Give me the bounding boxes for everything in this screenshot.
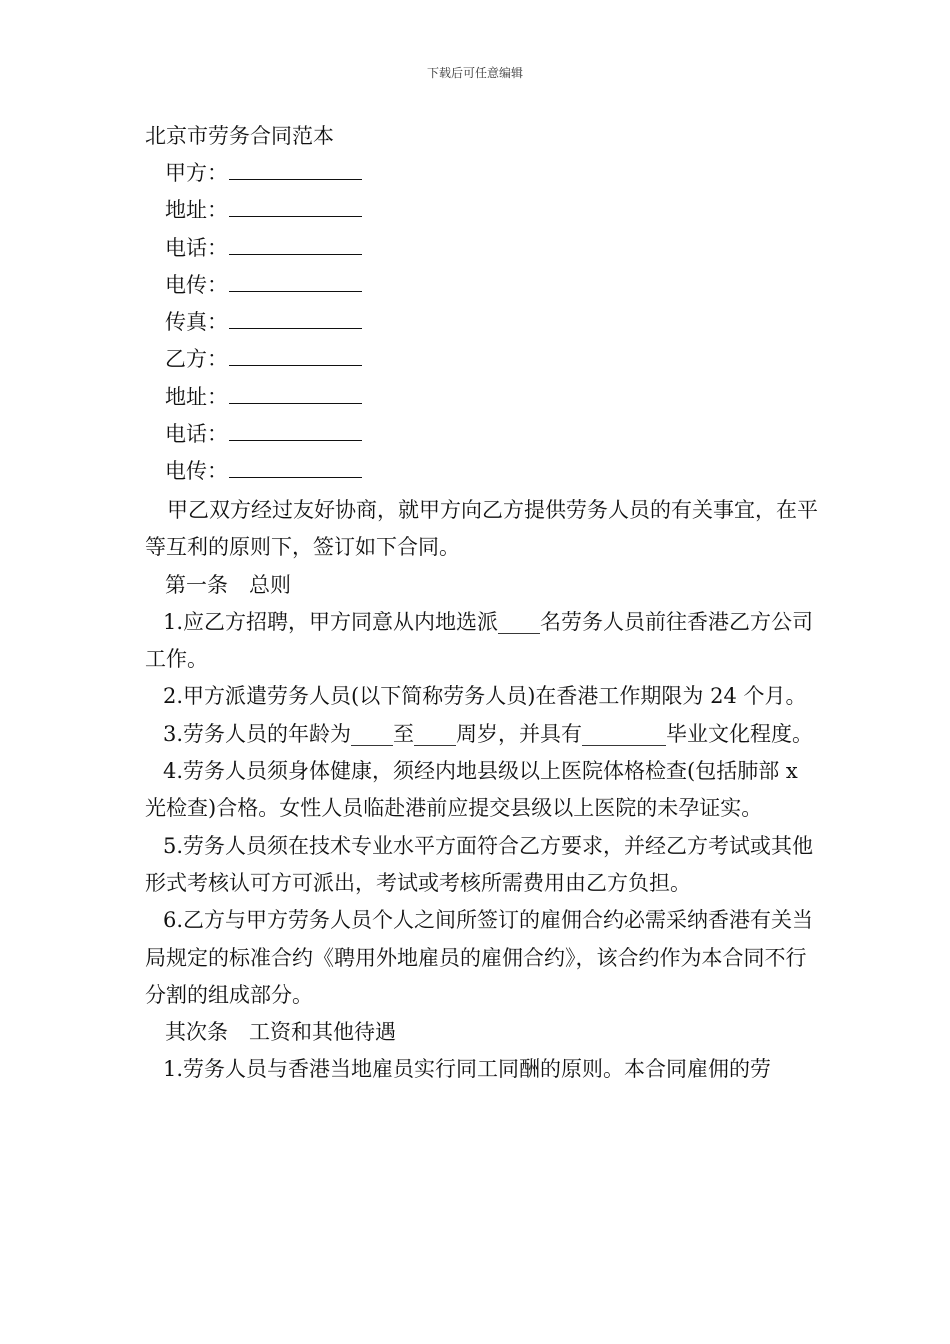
field-label: 乙方： [165,347,228,372]
blank-line [229,194,362,217]
section-1-item: 3.劳务人员的年龄为____至____周岁，并具有________毕业文化程度。 [163,721,814,746]
field-label: 传真： [165,310,228,335]
blank-line [229,306,362,329]
section-1-heading: 第一条 总则 [165,572,291,597]
party-a-phone-field [165,232,362,269]
blank-line [229,381,362,404]
field-label: 电传： [165,272,228,297]
party-b-telex-field [165,455,362,492]
contract-body [145,492,825,1089]
party-a-fax-field [165,306,362,343]
section-1-item: 6.乙方与甲方劳务人员个人之间所签订的雇佣合约必需采纳香港有关当局规定的标准合约《聘用外地雇员的雇佣合约》，该合约作为本合同不行分割的组成部分。 [145,908,814,1007]
party-b-address-field [165,381,362,418]
blank-line [229,455,362,478]
blank-line [229,343,362,366]
section-2-heading: 其次条 工资和其他待遇 [165,1020,396,1045]
party-info-block [165,157,362,493]
party-b-phone-field [165,418,362,455]
document-title: 北京市劳务合同范本 [145,124,334,148]
party-a-telex-field [165,269,362,306]
blank-line [229,269,362,292]
party-b-field [165,343,362,380]
section-2-item: 1.劳务人员与香港当地雇员实行同工同酬的原则。本合同雇佣的劳 [163,1057,772,1082]
field-label: 地址： [165,384,228,409]
field-label: 地址： [165,198,228,223]
section-1-item: 1.应乙方招聘，甲方同意从内地选派____名劳务人员前往香港乙方公司工作。 [145,609,814,672]
party-a-address-field [165,194,362,231]
field-label: 电传： [165,459,228,484]
blank-line [229,157,362,180]
party-a-field [165,157,362,194]
section-1-item: 5.劳务人员须在技术专业水平方面符合乙方要求，并经乙方考试或其他形式考核认可方可派出，考试或考核所需费用由乙方负担。 [145,833,814,895]
field-label: 电话： [165,422,228,447]
header-note: 下载后可任意编辑 [426,66,523,80]
blank-line [229,418,362,441]
field-label: 电话： [165,235,228,260]
field-label: 甲方： [165,161,228,185]
intro-paragraph: 甲乙双方经过友好协商，就甲方向乙方提供劳务人员的有关事宜，在平等互利的原则下，签订如下合同。 [145,498,818,560]
section-1-item: 4.劳务人员须身体健康，须经内地县级以上医院体格检查(包括肺部 x 光检查)合格。女性人员临赴港前应提交县级以上医院的未孕证实。 [145,759,798,821]
blank-line [229,232,362,255]
section-1-item: 2.甲方派遣劳务人员(以下简称劳务人员)在香港工作期限为 24 个月。 [163,684,807,709]
